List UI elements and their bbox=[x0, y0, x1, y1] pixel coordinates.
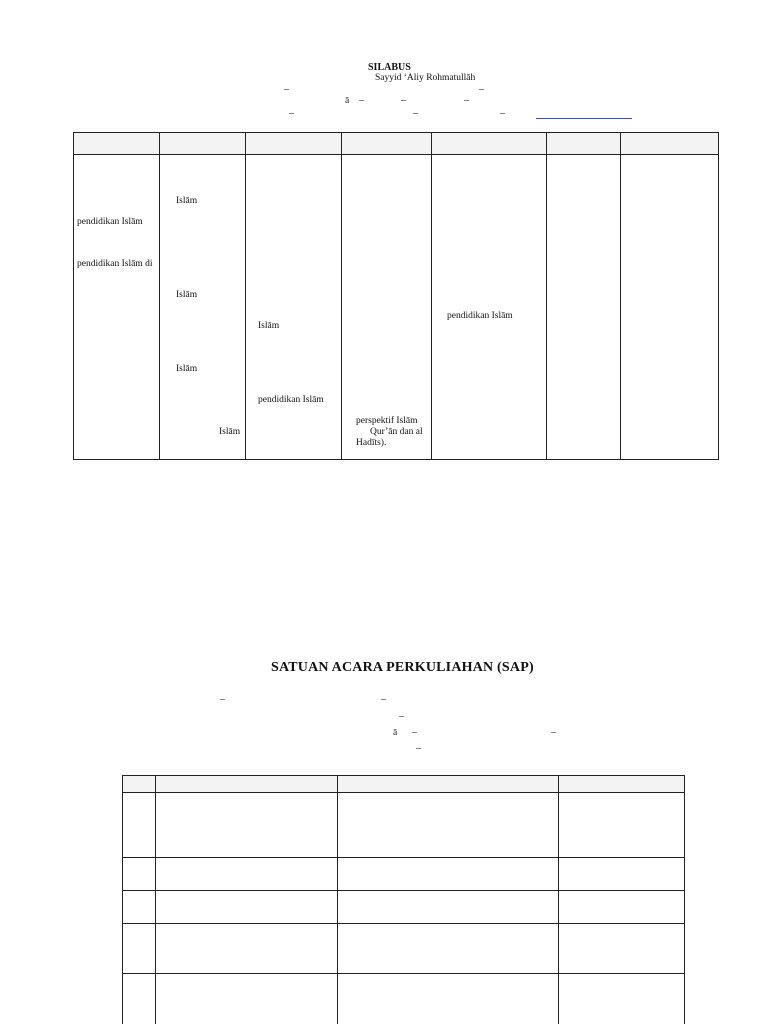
silabus-author: Sayyid ‘Aliy Rohmatullāh bbox=[375, 73, 476, 83]
table-border bbox=[337, 775, 338, 1024]
table-border bbox=[122, 857, 685, 858]
table-border bbox=[122, 792, 685, 793]
email-link[interactable] bbox=[536, 118, 632, 119]
table-cell-text: pendidikan Islām di bbox=[77, 259, 153, 269]
table-border bbox=[73, 132, 74, 460]
table-border bbox=[245, 132, 246, 460]
table-border bbox=[122, 973, 685, 974]
dash-mark: – bbox=[416, 743, 421, 754]
table-border bbox=[122, 890, 685, 891]
table-border bbox=[73, 132, 719, 133]
dash-mark: – bbox=[381, 694, 386, 705]
table-cell-text: Qur’ān dan al bbox=[370, 427, 423, 437]
table-cell-text: Islām bbox=[176, 364, 198, 374]
dash-mark: – bbox=[412, 727, 417, 738]
table-border bbox=[159, 132, 160, 460]
table-cell-text: Hadīts). bbox=[356, 438, 387, 448]
table-border bbox=[122, 923, 685, 924]
dash-mark: – bbox=[399, 711, 404, 722]
dash-mark: – bbox=[500, 108, 505, 119]
table-border bbox=[122, 775, 123, 1024]
table-cell-text: pendidikan Islām bbox=[77, 217, 143, 227]
silabus-title: SILABUS bbox=[368, 62, 411, 73]
sap-table-header bbox=[123, 776, 684, 792]
dash-mark: – bbox=[551, 727, 556, 738]
table-border bbox=[718, 132, 719, 460]
table-border bbox=[558, 775, 559, 1024]
table-border bbox=[155, 775, 156, 1024]
table-border bbox=[341, 132, 342, 460]
table-cell-text: pendidikan Islām bbox=[258, 395, 324, 405]
table-cell-text: pendidikan Islām bbox=[447, 311, 513, 321]
table-border bbox=[73, 154, 719, 155]
dash-mark: – bbox=[479, 84, 484, 95]
table-cell-text: Islām bbox=[258, 321, 280, 331]
dash-mark: – bbox=[464, 95, 469, 106]
table-border bbox=[73, 459, 719, 460]
dash-mark: – bbox=[284, 84, 289, 95]
table-border bbox=[620, 132, 621, 460]
dash-mark: – bbox=[289, 108, 294, 119]
dash-mark: – bbox=[401, 95, 406, 106]
dash-mark: – bbox=[220, 694, 225, 705]
table-cell-text: Islām bbox=[176, 290, 198, 300]
dash-mark: – bbox=[359, 95, 364, 106]
table-cell-text: Islām bbox=[176, 196, 198, 206]
dash-mark: – bbox=[413, 108, 418, 119]
sap-title: SATUAN ACARA PERKULIAHAN (SAP) bbox=[271, 660, 534, 675]
table-border bbox=[684, 775, 685, 1024]
silabus-table-header bbox=[74, 133, 718, 154]
table-border bbox=[431, 132, 432, 460]
table-border bbox=[546, 132, 547, 460]
table-cell-text: Islām bbox=[219, 427, 241, 437]
a-macron-mark: ā bbox=[393, 728, 398, 738]
a-macron-mark: ā bbox=[345, 96, 350, 106]
table-border bbox=[122, 775, 685, 776]
table-cell-text: perspektif Islām bbox=[356, 416, 418, 426]
